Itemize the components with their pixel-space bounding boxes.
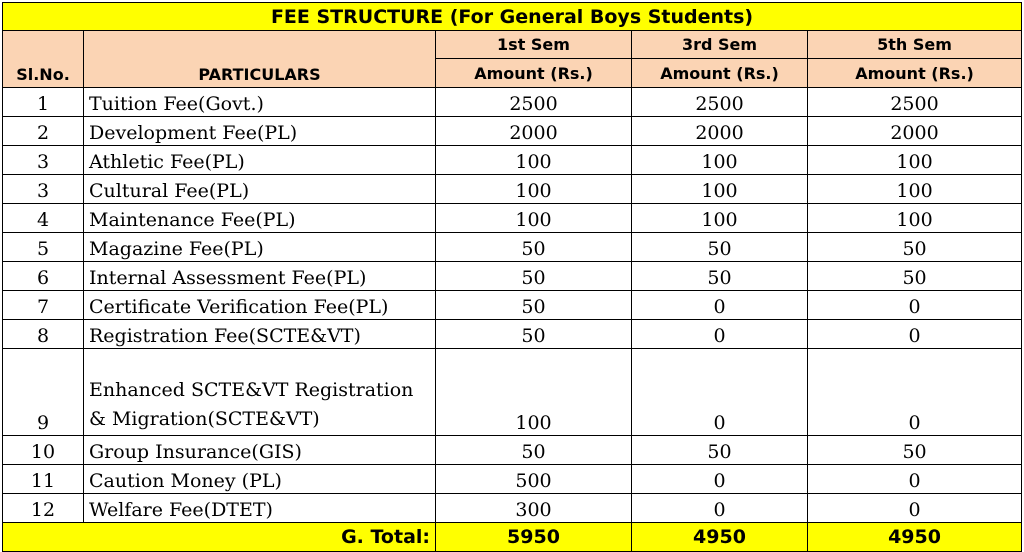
row-particular: Internal Assessment Fee(PL): [84, 262, 436, 291]
row-amount-sem-3: 50: [632, 233, 808, 262]
table-row: [3, 204, 1022, 233]
row-sl-no: 9: [3, 349, 84, 436]
table-row: [3, 320, 1022, 349]
row-amount-sem-3: 100: [632, 175, 808, 204]
row-amount-sem-5: 0: [808, 320, 1022, 349]
fee-structure-table: [2, 2, 1022, 552]
table-row: [3, 349, 1022, 436]
row-amount-sem-1: 50: [436, 320, 632, 349]
row-sl-no: 11: [3, 465, 84, 494]
row-sl-no: 4: [3, 204, 84, 233]
row-sl-no: 8: [3, 320, 84, 349]
row-particular: Cultural Fee(PL): [84, 175, 436, 204]
table-row: [3, 117, 1022, 146]
grand-total-row: [3, 523, 1022, 552]
table-title: FEE STRUCTURE (For General Boys Students): [3, 3, 1022, 31]
table-row: [3, 262, 1022, 291]
row-amount-sem-3: 0: [632, 349, 808, 436]
row-amount-sem-1: 50: [436, 233, 632, 262]
row-amount-sem-1: 50: [436, 436, 632, 465]
row-particular: Development Fee(PL): [84, 117, 436, 146]
row-particular: Enhanced SCTE&VT Registration & Migration(SCTE&VT): [84, 349, 436, 436]
row-amount-sem-5: 50: [808, 436, 1022, 465]
table-row: [3, 494, 1022, 523]
row-amount-sem-3: 100: [632, 204, 808, 233]
header-particulars: PARTICULARS: [84, 31, 436, 88]
header-amount-sem-1: Amount (Rs.): [436, 59, 632, 88]
header-amount-sem-5: Amount (Rs.): [808, 59, 1022, 88]
row-particular: Caution Money (PL): [84, 465, 436, 494]
row-particular: Certificate Verification Fee(PL): [84, 291, 436, 320]
row-amount-sem-1: 300: [436, 494, 632, 523]
table-row: [3, 146, 1022, 175]
row-amount-sem-3: 0: [632, 465, 808, 494]
row-amount-sem-5: 2500: [808, 88, 1022, 117]
grand-total-sem-5: 4950: [808, 523, 1022, 552]
row-sl-no: 6: [3, 262, 84, 291]
row-amount-sem-3: 50: [632, 262, 808, 291]
row-particular: Welfare Fee(DTET): [84, 494, 436, 523]
row-amount-sem-1: 2000: [436, 117, 632, 146]
row-amount-sem-3: 50: [632, 436, 808, 465]
row-amount-sem-5: 50: [808, 262, 1022, 291]
header-sem-1: 1st Sem: [436, 31, 632, 59]
row-amount-sem-5: 2000: [808, 117, 1022, 146]
row-sl-no: 1: [3, 88, 84, 117]
row-amount-sem-3: 0: [632, 320, 808, 349]
row-amount-sem-3: 100: [632, 146, 808, 175]
table-row: [3, 88, 1022, 117]
fee-rows: [3, 88, 1022, 523]
row-amount-sem-5: 0: [808, 291, 1022, 320]
row-amount-sem-5: 0: [808, 465, 1022, 494]
row-particular: Group Insurance(GIS): [84, 436, 436, 465]
row-particular: Tuition Fee(Govt.): [84, 88, 436, 117]
table-row: [3, 436, 1022, 465]
row-amount-sem-1: 100: [436, 349, 632, 436]
row-amount-sem-1: 50: [436, 262, 632, 291]
header-sem-3: 3rd Sem: [632, 31, 808, 59]
row-amount-sem-3: 0: [632, 494, 808, 523]
row-sl-no: 5: [3, 233, 84, 262]
row-sl-no: 3: [3, 175, 84, 204]
row-amount-sem-5: 0: [808, 494, 1022, 523]
row-sl-no: 2: [3, 117, 84, 146]
header-sl-no: Sl.No.: [3, 31, 84, 88]
row-particular: Athletic Fee(PL): [84, 146, 436, 175]
row-amount-sem-1: 100: [436, 175, 632, 204]
row-sl-no: 12: [3, 494, 84, 523]
grand-total-sem-3: 4950: [632, 523, 808, 552]
grand-total-sem-1: 5950: [436, 523, 632, 552]
row-amount-sem-1: 500: [436, 465, 632, 494]
row-amount-sem-5: 100: [808, 146, 1022, 175]
table-row: [3, 175, 1022, 204]
row-sl-no: 10: [3, 436, 84, 465]
row-sl-no: 3: [3, 146, 84, 175]
row-amount-sem-1: 50: [436, 291, 632, 320]
row-particular: Registration Fee(SCTE&VT): [84, 320, 436, 349]
row-amount-sem-3: 0: [632, 291, 808, 320]
grand-total-label: G. Total:: [3, 523, 436, 552]
table-row: [3, 465, 1022, 494]
row-amount-sem-5: 100: [808, 204, 1022, 233]
row-amount-sem-1: 100: [436, 146, 632, 175]
row-amount-sem-5: 50: [808, 233, 1022, 262]
row-amount-sem-1: 100: [436, 204, 632, 233]
row-particular: Maintenance Fee(PL): [84, 204, 436, 233]
header-amount-sem-3: Amount (Rs.): [632, 59, 808, 88]
row-amount-sem-3: 2000: [632, 117, 808, 146]
table-row: [3, 291, 1022, 320]
row-amount-sem-3: 2500: [632, 88, 808, 117]
row-amount-sem-5: 100: [808, 175, 1022, 204]
row-sl-no: 7: [3, 291, 84, 320]
row-amount-sem-1: 2500: [436, 88, 632, 117]
row-amount-sem-5: 0: [808, 349, 1022, 436]
row-particular: Magazine Fee(PL): [84, 233, 436, 262]
table-row: [3, 233, 1022, 262]
header-sem-5: 5th Sem: [808, 31, 1022, 59]
